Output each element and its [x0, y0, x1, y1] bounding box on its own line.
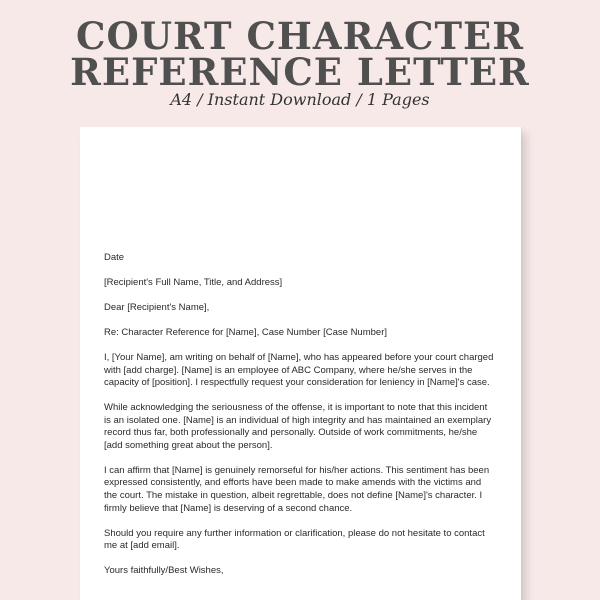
letter-paragraph-4: Should you require any further information or clarification, please do not hesitate to contact me at [add email].	[104, 527, 485, 552]
letter-body	[104, 252, 494, 590]
title-line-2: REFERENCE LETTER	[70, 50, 530, 94]
subtitle: A4 / Instant Download / 1 Pages	[170, 90, 430, 109]
letter-paragraph-2: While acknowledging the seriousness of the offense, it is important to note that this incident is an isolated one. [Name] is an individual of high integrity and has maintained an exemplary record thus far, both professionally and personally. Outside of work commitments, he/she [add something great about the person].	[104, 402, 492, 451]
letter-page	[80, 127, 521, 600]
letter-subject: Re: Character Reference for [Name], Case Number [Case Number]	[104, 326, 387, 338]
letter-salutation: Dear [Recipient's Name],	[104, 301, 210, 313]
letter-recipient-address: [Recipient's Full Name, Title, and Address]	[104, 276, 283, 288]
letter-date: Date	[104, 252, 125, 263]
letter-paragraph-1: I, [Your Name], am writing on behalf of [Name], who has appeared before your court charged with [add charge]. [Name] is an employee of ABC Company, where he/she serves in the capacity of [position]. I respectfully request your consideration for leniency in [Name]'s case.	[104, 351, 494, 389]
title-line-1: COURT CHARACTER	[76, 14, 524, 58]
letter-closing: Yours faithfully/Best Wishes,	[104, 565, 224, 577]
letter-paragraph-3: I can affirm that [Name] is genuinely remorseful for his/her actions. This sentiment has been expressed consistently, and efforts have been made to make amends with the victims and the court. The mistake in question, albeit regrettable, does not define [Name]'s character. I firmly believe that [Name] is deserving of a second chance.	[104, 464, 490, 514]
